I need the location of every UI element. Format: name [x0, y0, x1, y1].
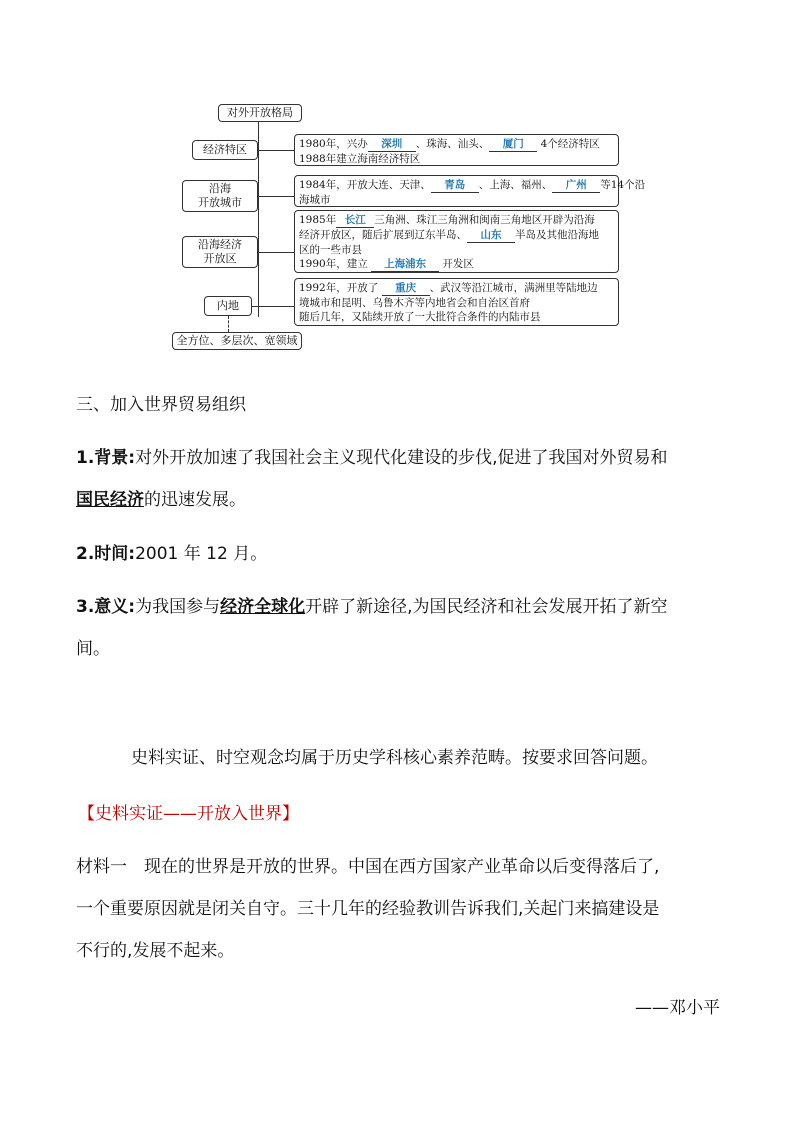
text: 开发区 [442, 258, 474, 270]
node-special-zone [192, 140, 258, 160]
node-coastal-zone [182, 236, 258, 268]
fill-xiamen: 厦门 [489, 137, 537, 152]
diagram-root-label: 对外开放格局 [227, 106, 293, 119]
material-line: 不行的,发展不起来。 [76, 941, 235, 961]
detail-line: 随后几年，又陆续开放了一大批符合条件的内陆市县 [299, 311, 541, 323]
bg-text: 对外开放加速了我国社会主义现代化建设的步伐,促进了我国对外贸易和 [135, 448, 668, 468]
item-significance [76, 586, 726, 670]
text: 半岛及其他沿海地 [515, 229, 599, 241]
node-label: 开放区 [203, 252, 237, 265]
detail-coastal-cities [294, 175, 646, 207]
text: 、武汉等沿江城市，满洲里等陆地边 [429, 282, 598, 294]
detail-line [299, 281, 614, 296]
material-one [76, 846, 736, 972]
bg-text: 的迅速发展。 [144, 490, 246, 510]
connector [258, 150, 294, 151]
fill-guangzhou: 广州 [552, 178, 600, 193]
diagram-bottom [172, 332, 302, 350]
section-title: 三、加入世界贸易组织 [76, 395, 246, 415]
detail-line [299, 257, 614, 272]
detail-special-zone [294, 134, 619, 166]
detail-line [299, 137, 614, 152]
bg-keyword: 国民经济 [76, 490, 144, 510]
node-inland [204, 296, 252, 316]
text: 、上海、福州、 [478, 179, 553, 191]
open-pattern-diagram [170, 100, 646, 355]
bg-label: 1.背景: [76, 448, 136, 468]
text: 经济开放区，随后扩展到辽东半岛、 [299, 229, 467, 241]
text: 、珠海、汕头、 [415, 138, 490, 150]
time-text: 2001 年 12 月。 [135, 544, 268, 564]
dashed-connector [228, 316, 229, 332]
intro-text: 史料实证、时空观念均属于历史学科核心素养范畴。按要求回答问题。 [131, 748, 658, 768]
text: 1990年，建立 [299, 258, 368, 270]
fill-shenzhen: 深圳 [368, 137, 416, 152]
connector [258, 196, 294, 197]
detail-line [299, 228, 614, 243]
detail-inland [294, 278, 619, 326]
detail-line: 区的一些市县 [299, 244, 362, 256]
diagram-root [218, 104, 302, 122]
sig-label: 3.意义: [76, 597, 136, 617]
material-line: 一个重要原因就是闭关自守。三十几年的经验教训告诉我们,关起门来搞建设是 [76, 899, 660, 919]
spine-line [258, 122, 259, 317]
fill-shandong: 山东 [467, 228, 515, 243]
node-label: 沿海 [209, 182, 231, 195]
time-label: 2.时间: [76, 544, 136, 564]
node-inland-label: 内地 [217, 299, 239, 312]
text: 4个经济特区 [540, 138, 600, 150]
text: 1984年，开放大连、天津、 [299, 179, 431, 191]
box-title: 【史料实证——开放入世界】 [78, 804, 299, 824]
sig-text: 为我国参与 [135, 597, 221, 617]
text: 三角洲、珠江三角洲和闽南三角地区开辟为沿海 [374, 214, 595, 226]
item-background [76, 437, 726, 521]
text: 1992年，开放了 [299, 282, 379, 294]
sig-text: 开辟了新途径,为国民经济和社会发展开拓了新空 [305, 597, 668, 617]
node-special-zone-label: 经济特区 [203, 143, 247, 156]
detail-line: 1988年建立海南经济特区 [299, 153, 421, 165]
fill-pudong: 上海浦东 [371, 257, 439, 272]
fill-qingdao: 青岛 [431, 178, 479, 193]
material-line: 材料一 现在的世界是开放的世界。中国在西方国家产业革命以后变得落后了, [76, 857, 660, 877]
sig-text: 间。 [76, 639, 110, 659]
detail-coastal-zone [294, 210, 619, 273]
material-source: ——邓小平 [635, 998, 720, 1018]
detail-line: 境城市和昆明、乌鲁木齐等内地省会和自治区首府 [299, 297, 530, 309]
fill-changjiang: 长江 [336, 213, 374, 228]
detail-line [299, 213, 614, 228]
text: 1985年 [299, 214, 337, 226]
detail-line [299, 178, 646, 193]
fill-chongqing: 重庆 [382, 281, 430, 296]
diagram-bottom-label: 全方位、多层次、宽领域 [176, 334, 298, 347]
detail-line: 海城市 [299, 194, 331, 206]
text: 1980年，兴办 [299, 138, 368, 150]
connector [252, 306, 294, 307]
sig-keyword: 经济全球化 [220, 597, 306, 617]
connector [258, 252, 294, 253]
node-label: 沿海经济 [198, 238, 242, 251]
text: 等14个沿 [600, 179, 646, 191]
item-time [76, 533, 726, 575]
node-label: 开放城市 [198, 196, 242, 209]
node-coastal-cities [182, 180, 258, 212]
